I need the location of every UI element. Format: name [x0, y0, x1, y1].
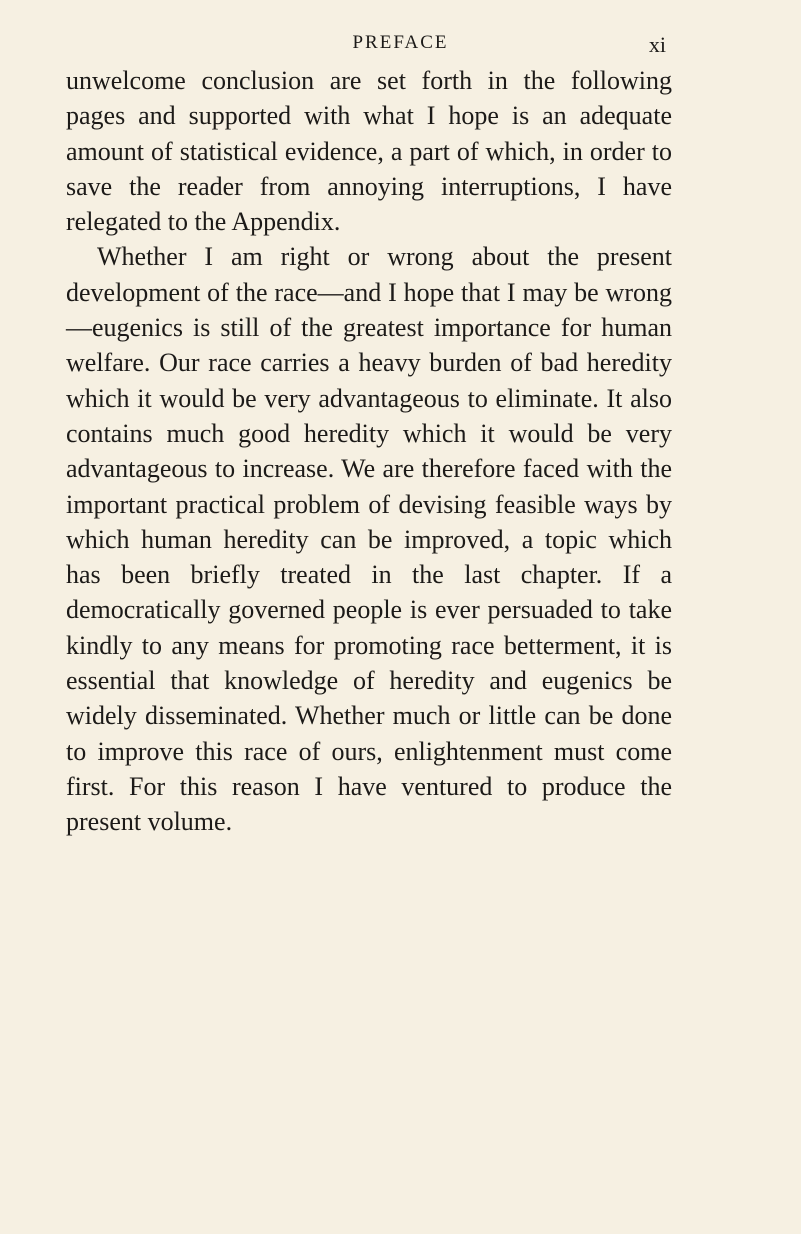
page-number: xi — [648, 32, 666, 57]
paragraph-continuation: unwelcome conclusion are set forth in the following pages and supported with what I hope is an adequate amount of statistical evidence, a part of which, in order to save the reader from annoying interruptions, I have relegated to the Appendix. — [66, 66, 672, 237]
body-text — [66, 63, 672, 840]
running-head — [0, 30, 801, 58]
running-title: PREFACE — [352, 32, 449, 53]
paragraph-eugenics-importance: Whether I am right or wrong about the present development of the race—and I hope that I may be wrong—eugenics is still of the greatest importance for human welfare. Our race carries a heavy burden of bad heredity which it would be very advantageous to eliminate. It also contains much good heredity which it would be very advantageous to increase. We are therefore faced with the important practical problem of devising feasible ways by which human heredity can be improved, a topic which has been briefly treated in the last chapter. If a democratically governed people is ever persuaded to take kindly to any means for promoting race betterment, it is essential that knowledge of heredity and eugenics be widely disseminated. Whether much or little can be done to improve this race of ours, enlightenment must come first. For this reason I have ventured to produce the present volume. — [66, 242, 672, 837]
